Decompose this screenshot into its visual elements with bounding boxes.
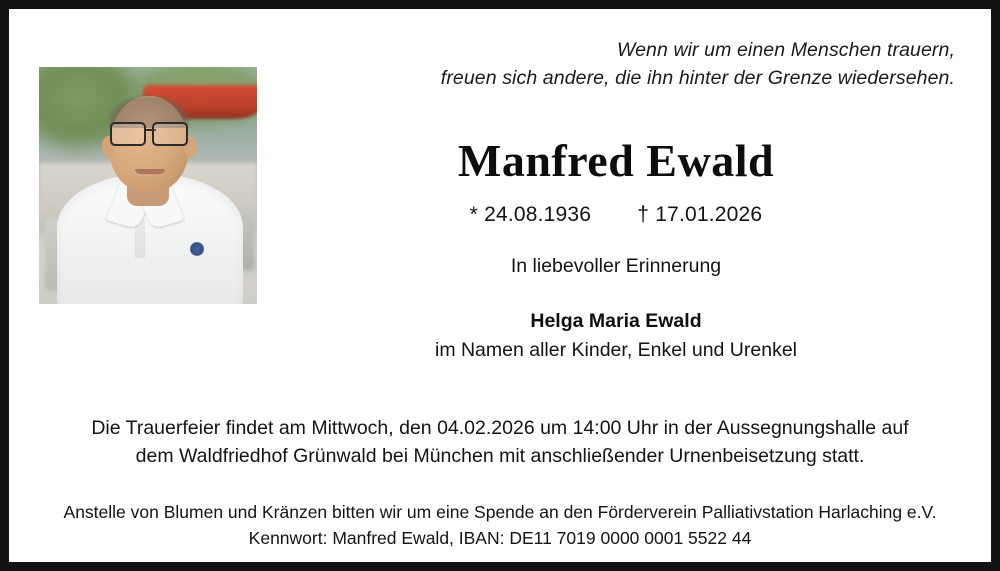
ceremony-line-2: dem Waldfriedhof Grünwald bei München mit anschließender Urnenbeisetzung statt.	[135, 445, 865, 468]
ceremony-line-1: Die Trauerfeier findet am Mittwoch, den 04.02.2026 um 14:00 Uhr in der Aussegnungshalle auf	[91, 417, 909, 439]
glasses-lens-left	[110, 122, 146, 146]
family-signatory-line: im Namen aller Kinder, Enkel und Urenkel	[434, 339, 797, 362]
memory-line: In liebevoller Erinnerung	[510, 255, 722, 278]
photo-person-mouth	[135, 169, 165, 174]
photo-person-glasses	[108, 122, 190, 144]
donation-line-2: Kennwort: Manfred Ewald, IBAN: DE11 7019 0000 0001 5522 44	[248, 528, 752, 549]
glasses-lens-right	[152, 122, 188, 146]
obituary-inner	[9, 9, 991, 562]
family-signatory-name: Helga Maria Ewald	[530, 310, 702, 333]
donation-request	[39, 499, 961, 552]
life-dates	[271, 203, 961, 227]
birth-date: * 24.08.1936	[469, 203, 592, 227]
memorial-block	[271, 137, 961, 362]
donation-line-1: Anstelle von Blumen und Kränzen bitten wir um eine Spende an den Förderverein Palliativstation Harlaching e.V.	[63, 502, 937, 522]
deceased-name: Manfred Ewald	[457, 135, 775, 186]
ceremony-details	[39, 414, 961, 471]
motto-line-1: Wenn wir um einen Menschen trauern,	[616, 39, 955, 61]
portrait-photo	[39, 67, 257, 304]
photo-shirt-logo	[189, 242, 205, 256]
motto-line-2: freuen sich andere, die ihn hinter der Grenze wiedersehen.	[440, 66, 955, 89]
portrait-image	[39, 67, 257, 304]
death-date: † 17.01.2026	[637, 203, 763, 227]
